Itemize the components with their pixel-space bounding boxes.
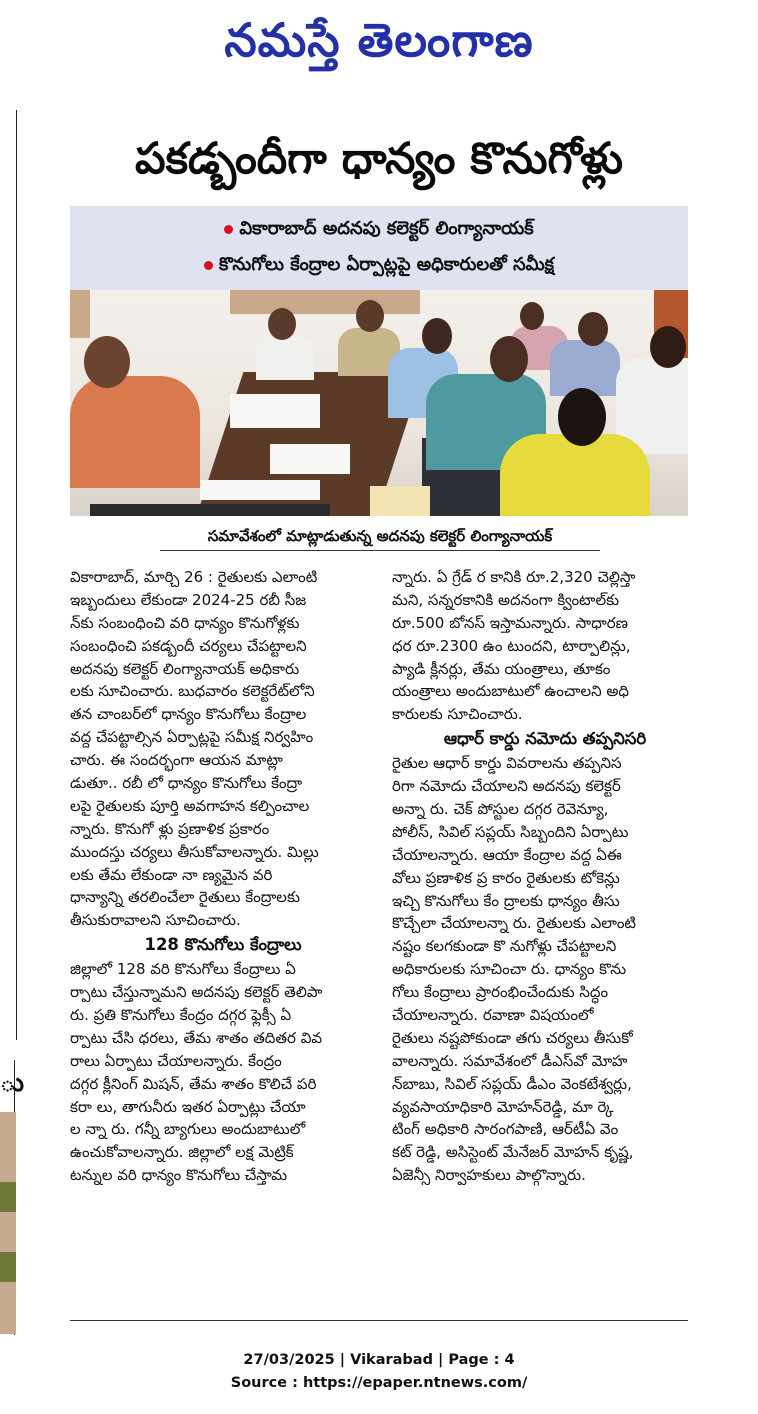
column-rule-left bbox=[16, 110, 17, 1040]
body-line: ర్పాటు చేసి ధరలు, తేమ శాతం తదితర వివ bbox=[70, 1028, 323, 1047]
body-line: వ్యవసాయాధికారి మోహన్‌రెడ్డి, మా ర్కె bbox=[392, 1097, 614, 1116]
body-line: ర్పాటు చేస్తున్నామని అదనపు కలెక్టర్ తెలిపా bbox=[70, 983, 323, 1002]
body-line: పోలీస్, సివిల్ సప్లయ్ సిబ్బందిని ఏర్పాటు bbox=[392, 822, 629, 841]
body-line: వోలు ప్రణాళిక ప్ర కారం రైతులకు టోకెన్లు bbox=[392, 868, 620, 887]
bullet-icon bbox=[204, 261, 213, 270]
body-line: కొచ్చేలా చేయాలన్నా రు. రైతులకు ఎలాంటి bbox=[392, 914, 637, 933]
body-line: న్‌కు సంబంధించి వరి ధాన్యం కొనుగోళ్లకు bbox=[70, 613, 300, 632]
body-line: టింగ్ అధికారి సారంగపాణి, ఆర్‌టీఏ వెం bbox=[392, 1120, 619, 1139]
body-line: ఇచ్చి కొనుగోలు కేం ద్రాలకు ధాన్యం తీసు bbox=[392, 891, 620, 910]
body-line: అదనపు కలెక్టర్ లింగ్యానాయక్ అధికారు bbox=[70, 659, 300, 678]
footer-date-edition: 27/03/2025 | Vikarabad | Page : 4 bbox=[243, 1352, 515, 1368]
body-line: న్నారు. కొనుగో ళ్లు ప్రణాళిక ప్రకారం bbox=[70, 819, 270, 838]
body-line: ముందస్తు చర్యలు తీసుకోవాలన్నారు. మిల్లు bbox=[70, 842, 319, 861]
subheadline-box bbox=[70, 206, 688, 290]
meeting-photo bbox=[70, 290, 688, 516]
body-line: నష్టం కలగకుండా కొ నుగోళ్లు చేపట్టాలని bbox=[392, 937, 617, 956]
body-line: లపై రైతులకు పూర్తి అవగాహన కల్పించాల bbox=[70, 796, 310, 815]
body-line: ఇబ్బందులు లేకుండా 2024-25 రబీ సీజ bbox=[70, 590, 307, 609]
article-bottom-rule bbox=[70, 1320, 688, 1321]
body-line: వాలన్నారు. సమావేశంలో డీఎస్‌వో మోహ bbox=[392, 1051, 628, 1070]
article-column-1 bbox=[70, 566, 376, 1187]
body-line: తీసుకురావాలని సూచించారు. bbox=[70, 911, 241, 930]
body-line: వికారాబాద్, మార్చి 26 : రైతులకు ఎలాంటి bbox=[70, 568, 318, 586]
body-line: చేయాలన్నారు. రవాణా విషయంలో bbox=[392, 1006, 594, 1025]
section-subhead-centres: 128 కొనుగోలు కేంద్రాలు bbox=[144, 935, 302, 955]
footer-source: Source : https://epaper.ntnews.com/ bbox=[230, 1375, 528, 1391]
body-line: మని, సన్నరకానికి అదనంగా క్వింటాల్‌కు bbox=[392, 590, 620, 609]
body-line: అన్నా రు. చెక్ పోస్టుల దగ్గర రెవెన్యూ, bbox=[392, 800, 609, 819]
article-headline: పకడ్బందీగా ధాన్యం కొనుగోళ్లు bbox=[135, 134, 623, 184]
body-line: రిగా నమోదు చేయాలని అదనపు కలెక్టర్ bbox=[392, 777, 621, 796]
photo-caption: సమావేశంలో మాట్లాడుతున్న అదనపు కలెక్టర్ లింగ్యానాయక్ bbox=[160, 522, 600, 551]
body-line: కరా లు, తాగునీరు ఇతర ఏర్పాట్లు చేయా bbox=[70, 1097, 306, 1116]
body-line: గోలు కేంద్రాలు ప్రారంభించేందుకు సిద్ధం bbox=[392, 983, 609, 1002]
body-line: ఏజెన్సీ నిర్వాహకులు పాల్గొన్నారు. bbox=[392, 1166, 586, 1185]
body-line: ఉంచుకోవాలన్నారు. జిల్లాలో లక్ష మెట్రిక్ bbox=[70, 1143, 294, 1162]
body-line: చేయాలన్నారు. ఆయా కేంద్రాల వద్ద ఏఈ bbox=[392, 845, 622, 864]
body-line: జిల్లాలో 128 వరి కొనుగోలు కేంద్రాలు ఏ bbox=[70, 960, 296, 979]
subheadline-1: వికారాబాద్ అదనపు కలెక్టర్ లింగ్యానాయక్ bbox=[70, 214, 688, 244]
body-line: కట్ రెడ్డి, అసిస్టెంట్ మేనేజర్ మోహన్ కృష్ణ, bbox=[392, 1143, 634, 1162]
body-line: ధాన్యాన్ని తరలించేలా రైతులు కేంద్రాలకు bbox=[70, 888, 300, 907]
masthead-logo: నమస్తే తెలంగాణ bbox=[224, 13, 534, 67]
body-line: దగ్గర క్లీనింగ్ మిషన్, తేమ శాతం కొలిచే పరి bbox=[70, 1074, 317, 1093]
body-line: ధర రూ.2300 ఉం టుందని, టార్పాలిన్లు, bbox=[392, 636, 631, 655]
body-line: లకు సూచించారు. బుధవారం కలెక్టరేట్‌లోని bbox=[70, 682, 315, 701]
body-line: సంబంధించి పకడ్బందీ చర్యలు చేపట్టాలని bbox=[70, 636, 307, 655]
article-column-2 bbox=[392, 566, 698, 1187]
body-line: ల న్నా రు. గన్నీ బ్యాగులు అందుబాటులో bbox=[70, 1120, 306, 1139]
section-subhead-aadhaar: ఆధార్ కార్డు నమోదు తప్పనిసరి bbox=[443, 729, 647, 749]
body-line: రాలు ఏర్పాటు చేయాలన్నారు. కేంద్రం bbox=[70, 1051, 282, 1070]
body-line: ప్యాడి క్లీనర్లు, తేమ యంత్రాలు, తూకం bbox=[392, 659, 611, 678]
body-line: చారు. ఈ సందర్భంగా ఆయన మాట్లా bbox=[70, 751, 283, 770]
body-line: వద్ద చేపట్టాల్సిన ఏర్పాట్లపై సమీక్ష నిర్వహిం bbox=[70, 728, 314, 747]
subheadline-2: కొనుగోలు కేంద్రాల ఏర్పాట్లపై అధికారులతో సమీక్ష bbox=[70, 250, 688, 280]
bullet-icon bbox=[224, 225, 233, 234]
body-line: లకు తేమ లేకుండా నా ణ్యమైన వరి bbox=[70, 865, 273, 884]
body-line: న్నారు. ఏ గ్రేడ్ ర కానికి రూ.2,320 చెల్లిస్తా bbox=[392, 568, 636, 586]
body-line: న్‌బాబు, సివిల్ సప్లయ్ డీఎం వెంకటేశ్వర్లు, bbox=[392, 1074, 632, 1093]
body-line: తన చాంబర్‌లో ధాన్యం కొనుగోలు కేంద్రాల bbox=[70, 705, 307, 724]
body-line: రైతులు నష్టపోకుండా తగు చర్యలు తీసుకో bbox=[392, 1028, 633, 1047]
body-line: రైతుల ఆధార్ కార్డు వివరాలను తప్పనిస bbox=[392, 754, 622, 773]
body-line: కారులకు సూచించారు. bbox=[392, 705, 523, 724]
body-line: రూ.500 బోనస్ ఇస్తామన్నారు. సాధారణ bbox=[392, 613, 629, 632]
body-line: యంత్రాలు అందుబాటులో ఉంచాలని అధి bbox=[392, 682, 629, 701]
body-line: డుతూ.. రబీ లో ధాన్యం కొనుగోలు కేంద్రా bbox=[70, 774, 303, 793]
adjacent-article-fragment: ు bbox=[0, 1068, 25, 1098]
body-line: రు. ప్రతి కొనుగోలు కేంద్రం దగ్గర ఫ్లెక్సీ ఏ bbox=[70, 1006, 292, 1025]
body-line: అధికారులకు సూచించా రు. ధాన్యం కొను bbox=[392, 960, 627, 979]
body-line: టన్నుల వరి ధాన్యం కొనుగోలు చేస్తామ bbox=[70, 1166, 288, 1185]
adjacent-article-photo-fragment bbox=[0, 1112, 16, 1334]
